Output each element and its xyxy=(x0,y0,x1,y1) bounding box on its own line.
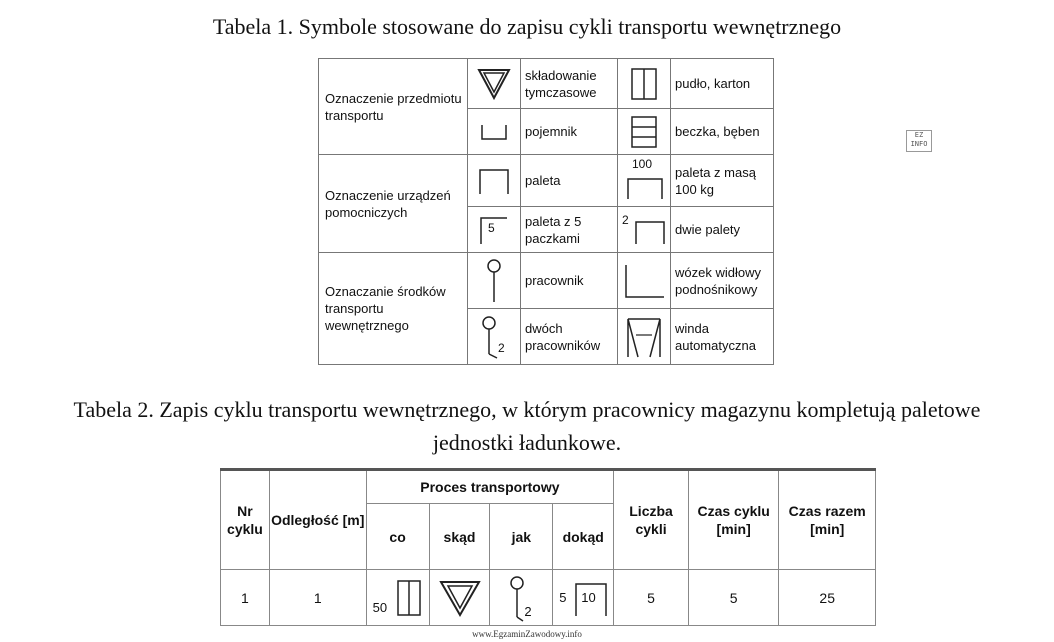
cell-skad xyxy=(429,570,490,626)
symbol-label: paleta z 5 paczkami xyxy=(521,207,618,253)
symbol-label: pudło, karton xyxy=(671,59,774,109)
symbol-label: składowanie tymczasowe xyxy=(521,59,618,109)
two-workers-icon xyxy=(501,573,541,623)
footer-watermark: www.EgzaminZawodowy.info xyxy=(472,629,582,639)
header-cycles: Liczba cykli xyxy=(614,470,689,570)
site-logo: EZ INFO xyxy=(906,130,932,152)
header-skad: skąd xyxy=(429,504,490,570)
symbol-label: wózek widłowy podnośnikowy xyxy=(671,253,774,309)
header-process: Proces transportowy xyxy=(366,470,614,504)
jak-number: 2 xyxy=(524,604,532,619)
header-nr: Nr cyklu xyxy=(221,470,270,570)
symbol-label: pojemnik xyxy=(521,109,618,155)
header-total-time: Czas razem [min] xyxy=(779,470,876,570)
table1-caption: Tabela 1. Symbole stosowane do zapisu cykli transportu wewnętrznego xyxy=(212,14,842,39)
cell-dokad xyxy=(553,570,614,626)
symbol-label: dwie palety xyxy=(671,207,774,253)
symbol-label: dwóch pracowników xyxy=(521,309,618,365)
cell-nr: 1 xyxy=(221,570,270,626)
pallet-icon xyxy=(468,155,521,207)
symbol-label: paleta xyxy=(521,155,618,207)
symbol-label: paleta z masą 100 kg xyxy=(671,155,774,207)
pallet-weight-icon xyxy=(618,155,671,207)
box-carton-icon xyxy=(618,59,671,109)
two-pallets-icon xyxy=(618,207,671,253)
pallet-packages-number: 5 xyxy=(488,221,495,235)
header-distance: Odległość [m] xyxy=(269,470,366,570)
forklift-icon xyxy=(618,253,671,309)
cell-co xyxy=(366,570,429,626)
header-dokad: dokąd xyxy=(553,504,614,570)
worker-icon xyxy=(468,253,521,309)
symbol-label: winda automatyczna xyxy=(671,309,774,365)
pallet-packages-icon xyxy=(468,207,521,253)
co-number: 50 xyxy=(372,600,388,615)
container-icon xyxy=(468,109,521,155)
transport-cycle-table xyxy=(220,468,876,626)
cell-cycle-time: 5 xyxy=(688,570,779,626)
triangle-storage-icon xyxy=(468,59,521,109)
cell-jak xyxy=(490,570,553,626)
two-pallets-number: 2 xyxy=(622,213,629,227)
pallet-weight-number: 100 xyxy=(632,157,653,171)
symbols-table xyxy=(318,58,774,365)
cell-distance: 1 xyxy=(269,570,366,626)
category-cell: Oznaczanie środków transportu wewnętrznego xyxy=(319,253,468,365)
header-jak: jak xyxy=(490,504,553,570)
header-co: co xyxy=(366,504,429,570)
two-workers-icon xyxy=(468,309,521,365)
barrel-drum-icon xyxy=(618,109,671,155)
box-carton-icon xyxy=(368,573,428,623)
cell-cycles: 5 xyxy=(614,570,689,626)
dokad-number-2: 10 xyxy=(581,590,596,605)
category-cell: Oznaczenie przedmiotu transportu xyxy=(319,59,468,155)
two-workers-number: 2 xyxy=(498,341,505,355)
table-row xyxy=(221,570,876,626)
table2-caption-line2: jednostki ładunkowe. xyxy=(432,430,622,455)
table2-caption-line1: Tabela 2. Zapis cyklu transportu wewnętrznego, w którym pracownicy magazynu kompletują paletowe xyxy=(73,397,981,422)
category-cell: Oznaczenie urządzeń pomocniczych xyxy=(319,155,468,253)
dokad-number-1: 5 xyxy=(559,590,567,605)
symbol-label: beczka, bęben xyxy=(671,109,774,155)
symbol-label: pracownik xyxy=(521,253,618,309)
cell-total-time: 25 xyxy=(779,570,876,626)
automatic-lift-icon xyxy=(618,309,671,365)
header-cycle-time: Czas cyklu [min] xyxy=(688,470,779,570)
triangle-storage-icon xyxy=(438,578,482,618)
